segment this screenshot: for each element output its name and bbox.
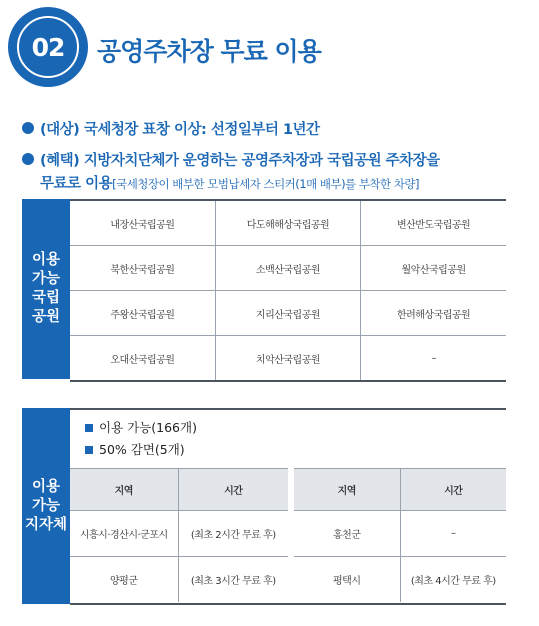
- side-label-line: 국립: [31, 290, 60, 306]
- table-row: [70, 246, 506, 291]
- table-row: [70, 336, 506, 382]
- time-cell: (최초 4시간 무료 후): [410, 576, 496, 587]
- benefit-note: [국세청장이 배부한 모범납세자 스티커(1매 배부)를 부착한 차량]: [112, 177, 420, 191]
- bullet-benefit: [22, 149, 440, 170]
- discount-table-right: [294, 468, 506, 602]
- bullet-dot-icon: [22, 153, 34, 165]
- table-row: [294, 557, 506, 603]
- table-row: [294, 511, 506, 557]
- column-header-time: 시간: [400, 469, 506, 511]
- square-bullet-icon: [85, 424, 93, 432]
- park-cell: 변산반도국립공원: [361, 200, 506, 246]
- region-cell: 홍천군: [294, 511, 400, 557]
- time-cell: –: [400, 511, 506, 557]
- time-cell: (최초 2시간 무료 후): [178, 511, 288, 557]
- table-row: [70, 557, 288, 603]
- park-cell: 소백산국립공원: [215, 246, 360, 291]
- bullet-target-text: (대상) 국세청장 표창 이상: 선정일부터 1년간: [40, 122, 320, 138]
- park-cell: 한려해상국립공원: [361, 291, 506, 336]
- side-label-line: 이용: [31, 252, 60, 268]
- bullet-benefit-continued: [40, 172, 419, 193]
- side-label-line: 이용: [31, 478, 60, 495]
- section-bottom-rule: [70, 603, 506, 605]
- park-cell: –: [361, 336, 506, 382]
- table-row: [70, 200, 506, 246]
- square-bullet-icon: [85, 446, 93, 454]
- region-cell: 양평군: [70, 557, 178, 603]
- section-number: 02: [31, 32, 65, 62]
- column-header-region: 지역: [294, 469, 400, 511]
- side-label-line: 가능: [31, 271, 60, 287]
- park-cell: 주왕산국립공원: [70, 291, 215, 336]
- side-label-line: 가능: [31, 497, 60, 514]
- park-cell: 월악산국립공원: [361, 246, 506, 291]
- section-number-badge-inner: [17, 16, 79, 78]
- column-header-time: 시간: [178, 469, 288, 511]
- table-row: [70, 291, 506, 336]
- available-count: [85, 418, 197, 436]
- park-cell: 북한산국립공원: [70, 246, 215, 291]
- park-cell: 다도해해상국립공원: [215, 200, 360, 246]
- park-cell: 오대산국립공원: [70, 336, 215, 382]
- time-cell: (최초 3시간 무료 후): [190, 576, 276, 587]
- discount-table-left: [70, 468, 288, 602]
- park-cell: 내장산국립공원: [70, 200, 215, 246]
- table-row: [70, 511, 288, 557]
- side-label-line: 지자체: [24, 516, 68, 533]
- local-side-label: [22, 408, 70, 604]
- region-cell: 시흥시·경산시·군포시: [70, 511, 178, 557]
- table-header-row: [70, 469, 288, 511]
- park-cell: 치악산국립공원: [215, 336, 360, 382]
- benefit-free-use: 무료로 이용: [40, 176, 113, 192]
- column-header-region: 지역: [70, 469, 178, 511]
- parks-side-label: [22, 199, 70, 379]
- discount-count: [85, 440, 185, 458]
- bullet-target: [22, 118, 320, 139]
- bullet-benefit-text: (혜택) 지방자치단체가 운영하는 공영주차장과 국립공원 주차장을: [40, 153, 440, 169]
- discount-count-text: 50% 감면(5개): [99, 442, 185, 457]
- section-top-rule: [70, 408, 506, 410]
- available-count-text: 이용 가능(166개): [99, 420, 197, 435]
- national-parks-table: [70, 199, 506, 382]
- park-cell: 지리산국립공원: [215, 291, 360, 336]
- table-header-row: [294, 469, 506, 511]
- region-cell: 평택시: [294, 557, 400, 603]
- section-title: 공영주차장 무료 이용: [97, 37, 321, 66]
- bullet-dot-icon: [22, 122, 34, 134]
- side-label-line: 공원: [31, 309, 60, 325]
